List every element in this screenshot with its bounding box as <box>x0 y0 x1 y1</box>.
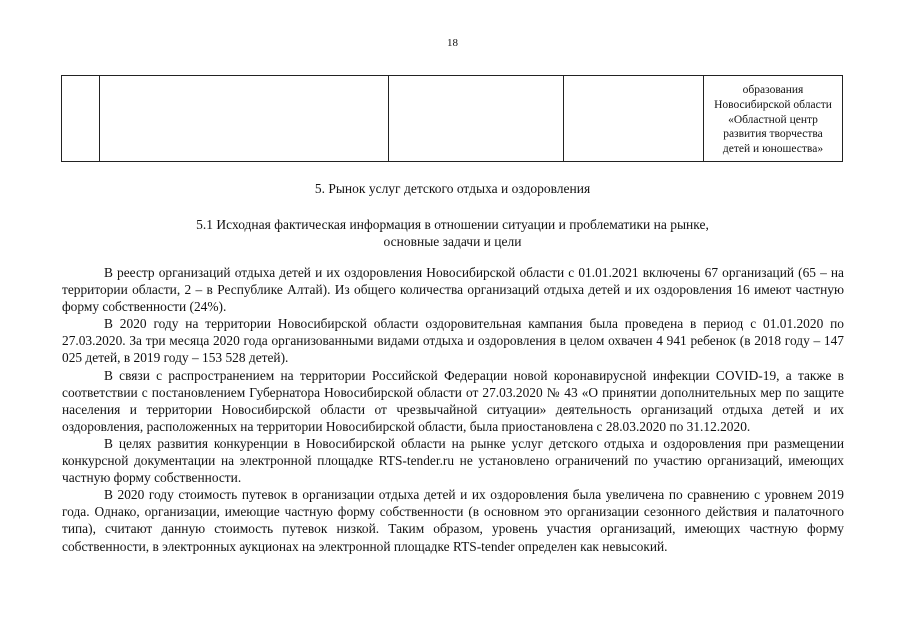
paragraph: В реестр организаций отдыха детей и их оздоровления Новосибирской области с 01.01.2021 включены 67 организаций (65 – на территории области, 2 – в Республике Алтай). Из общего количества организаций отдыха детей и их оздоровления 16 имеют частную форму собственности (24%). <box>62 265 844 315</box>
table-cell <box>389 76 564 162</box>
subsection-title-line: 5.1 Исходная фактическая информация в отношении ситуации и проблематики на рынке, <box>196 217 709 232</box>
paragraph: В 2020 году на территории Новосибирской области оздоровительная кампания была проведена в период с 01.01.2020 по 27.03.2020. За три месяца 2020 года организованными видами отдыха и оздоровления в целом охвачен 4 941 ребенок (в 2018 году – 147 025 детей, в 2019 году – 153 528 детей). <box>62 316 844 366</box>
table-cell <box>564 76 704 162</box>
document-body <box>62 264 844 555</box>
subsection-title <box>120 216 785 250</box>
table-cell <box>100 76 389 162</box>
page-number: 18 <box>447 37 458 49</box>
paragraph: В целях развития конкуренции в Новосибирской области на рынке услуг детского отдыха и оздоровления при размещении конкурсной документации на электронной площадке RTS-tender.ru не установлено ограничений по участию организаций, имеющих частную форму собственности. <box>62 435 844 486</box>
table-row <box>62 76 843 162</box>
table-cell <box>62 76 100 162</box>
section-title: 5. Рынок услуг детского отдыха и оздоровления <box>314 181 591 196</box>
table-cell-organization: образования Новосибирской области «Областной центр развития творчества детей и юношества» <box>704 76 843 162</box>
continuation-table <box>61 75 843 162</box>
paragraph: В 2020 году стоимость путевок в организации отдыха детей и их оздоровления была увеличена по сравнению с уровнем 2019 года. Однако, организации, имеющие частную форму собственности (в основном это организации сезонного действия и палаточного типа), считают данную стоимость путевок низкой. Таким образом, уровень участия организаций, имеющих частную форму собственности, в электронных аукционах на электронной площадке RTS-tender определен как невысокий. <box>62 487 844 554</box>
subsection-title-line: основные задачи и цели <box>383 234 522 249</box>
paragraph: В связи с распространением на территории Российской Федерации новой коронавирусной инфекции COVID-19, а также в соответствии с постановлением Губернатора Новосибирской области от 27.03.2020 № 43 «О принятии дополнительных мер по защите населения и территории Новосибирской области от чрезвычайной ситуации» деятельность организаций отдыха детей и их оздоровления, расположенных на территории Новосибирской области, была приостановлена с 28.03.2020 по 31.12.2020. <box>62 367 844 434</box>
